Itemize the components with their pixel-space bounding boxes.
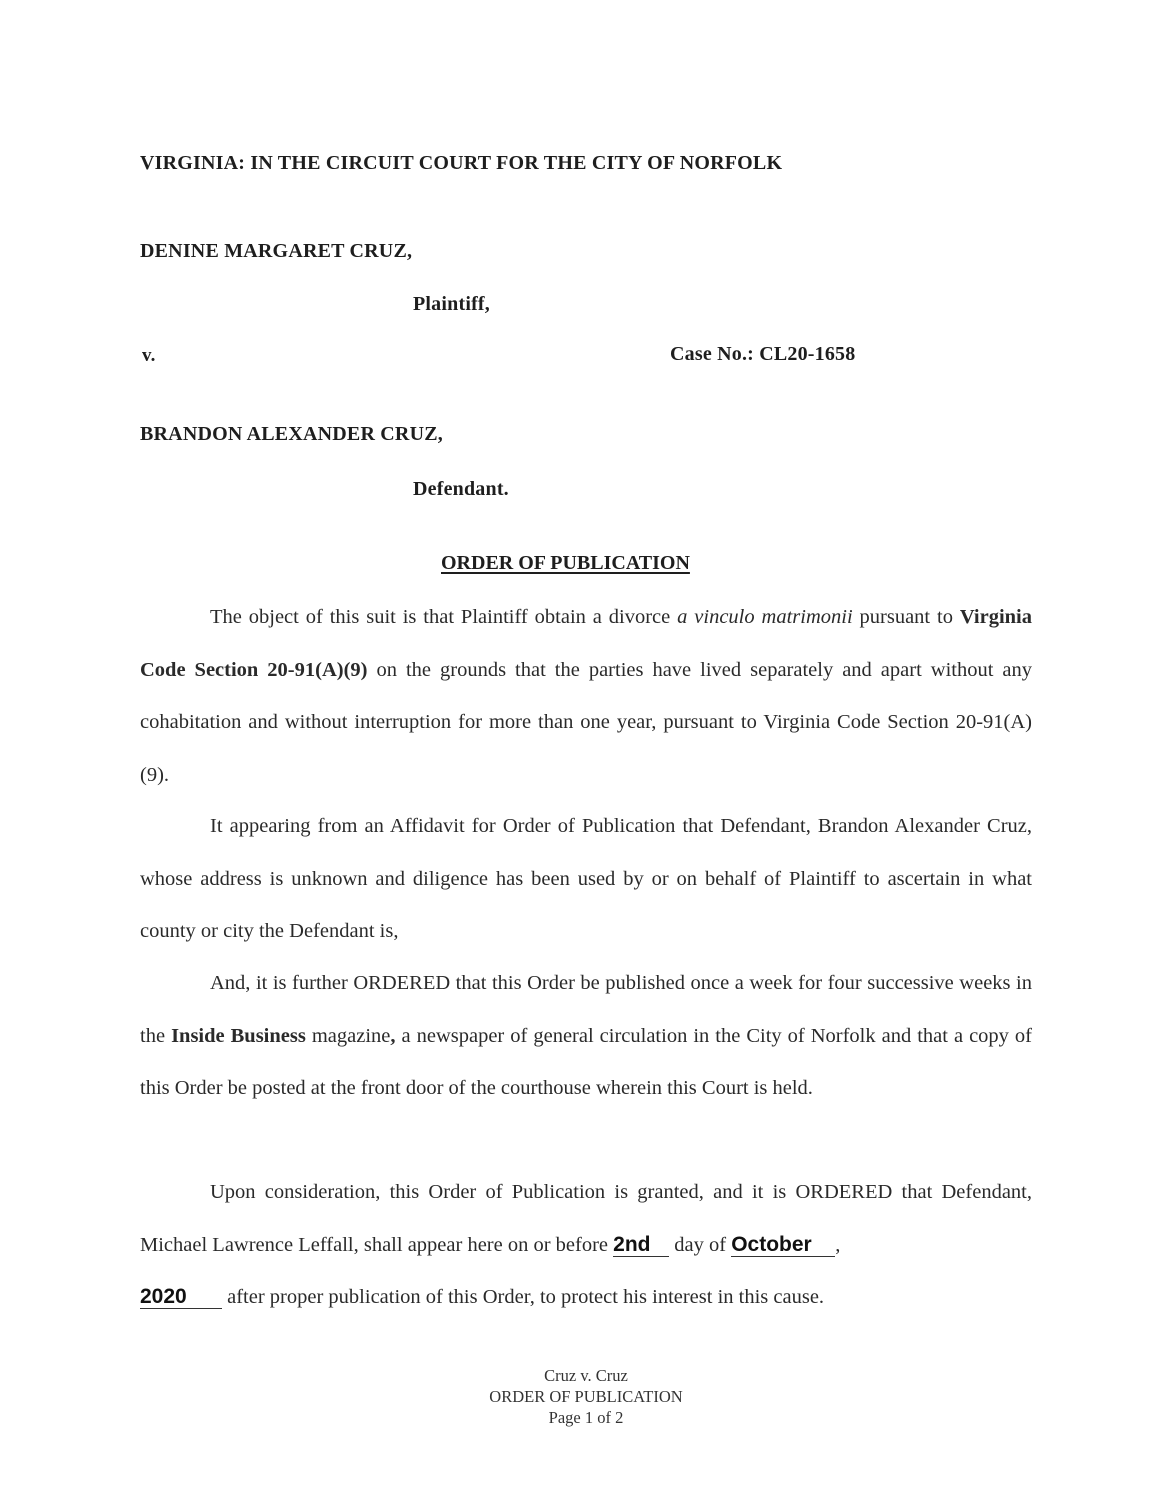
page-footer	[0, 1365, 1156, 1428]
p4-text-2: day of	[669, 1233, 732, 1256]
paragraph-appearance	[140, 1166, 1032, 1324]
p1-text-3: on the grounds that the parties have lived separately and apart without any cohabitation and without interruption for more than one year, pursuant to Virginia Code Section 20-91(A)(9).	[140, 658, 1032, 786]
p4-text-1: Upon consideration, this Order of Publication is granted, and it is ORDERED that Defendant, Michael Lawrence Leffall, shall appear here on or before	[140, 1181, 1032, 1256]
appearance-day-field: 2nd	[613, 1234, 669, 1257]
paragraph-suit-object	[140, 591, 1032, 801]
footer-case-caption: Cruz v. Cruz	[544, 1366, 628, 1385]
versus-label: v.	[142, 345, 156, 366]
appearance-month-field: October	[731, 1234, 835, 1257]
p1-text-1: The object of this suit is that Plaintiff obtain a divorce	[210, 606, 678, 628]
appearance-year-field: 2020	[140, 1286, 222, 1309]
court-heading: VIRGINIA: IN THE CIRCUIT COURT FOR THE CITY OF NORFOLK	[140, 152, 783, 174]
p3-text-2: magazine	[305, 1024, 391, 1047]
p4-text-4: after proper publication of this Order, to protect his interest in this cause.	[227, 1286, 825, 1308]
defendant-role: Defendant.	[413, 478, 509, 500]
p3-text-3: a newspaper of general circulation in the City of Norfolk and that a copy of this Order be posted at the front door of the courthouse wherein this Court is held.	[140, 1024, 1033, 1099]
case-number: Case No.: CL20-1658	[670, 343, 856, 365]
p4-text-3: ,	[835, 1233, 841, 1256]
paragraph-affidavit	[140, 800, 1032, 958]
plaintiff-role: Plaintiff,	[413, 293, 490, 315]
p3-text-1: And, it is further ORDERED that this Order be published once a week for four successive weeks in the	[140, 972, 1032, 1047]
p1-italic-phrase: a vinculo matrimonii	[677, 606, 853, 628]
p3-publication-name: Inside Business	[171, 1024, 306, 1047]
footer-page-number: Page 1 of 2	[548, 1408, 624, 1427]
p3-comma: ,	[390, 1024, 396, 1047]
plaintiff-name: DENINE MARGARET CRUZ,	[140, 240, 413, 262]
p1-text-2: pursuant to	[852, 606, 960, 628]
defendant-name: BRANDON ALEXANDER CRUZ,	[140, 423, 443, 445]
footer-document-title: ORDER OF PUBLICATION	[489, 1387, 683, 1406]
p2-text: It appearing from an Affidavit for Order of Publication that Defendant, Brandon Alexander Cruz, whose address is unknown and diligence has been used by or on behalf of Plaintiff to ascertain in what county or city the Defendant is,	[140, 815, 1032, 942]
document-title: ORDER OF PUBLICATION	[441, 552, 690, 574]
p1-code-section: Virginia Code Section 20-91(A)(9)	[140, 606, 1033, 681]
paragraph-publication	[140, 957, 1032, 1115]
